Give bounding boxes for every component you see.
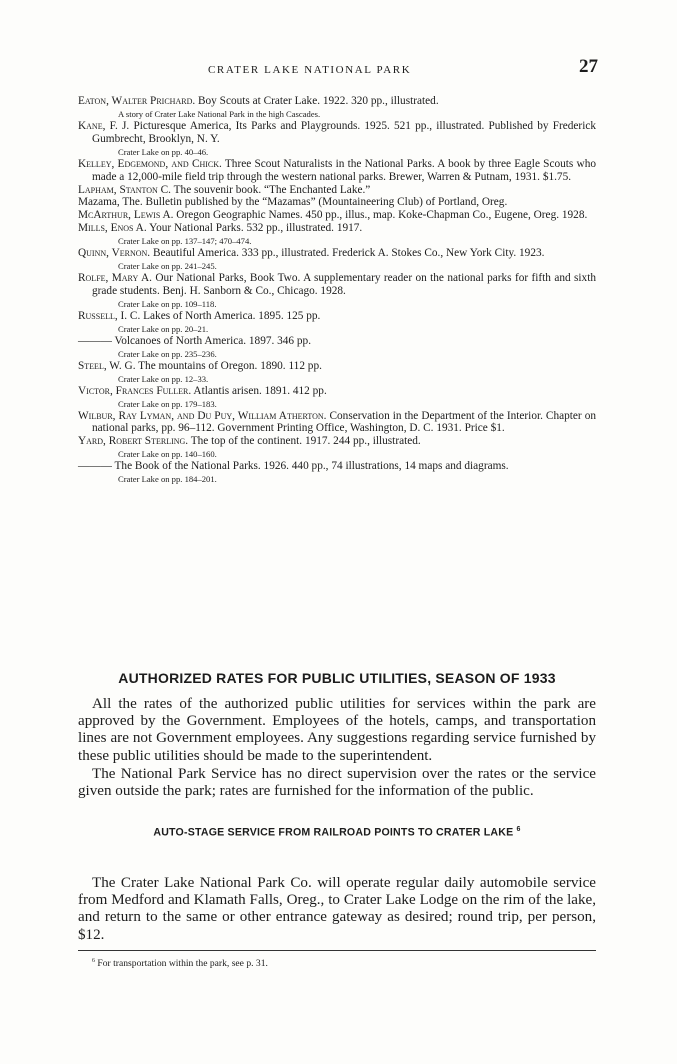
entry-text: Oregon Geographic Names. 450 pp., illus., map. Koke-Chapman Co., Eugene, Oreg. 1928. — [176, 209, 588, 222]
section-heading-auto-stage-text: AUTO-STAGE SERVICE FROM RAILROAD POINTS TO CRATER LAKE — [153, 826, 514, 839]
entry-author: Victor, Frances Fuller. — [78, 384, 192, 397]
entry-note: Crater Lake on pp. 109–118. — [118, 298, 217, 309]
entry-text: Your National Parks. 532 pp., illustrated. 1917. — [149, 222, 363, 235]
bibliography-entry — [78, 222, 596, 247]
entry-note: Crater Lake on pp. 179–183. — [118, 398, 217, 409]
entry-note: Crater Lake on pp. 20–21. — [118, 323, 209, 334]
entry-text: Lakes of North America. 1895. 125 pp. — [143, 309, 321, 322]
entry-text: Mazama, The. Bulletin published by the “Mazamas” (Mountaineering Club) of Portland, Oreg. — [78, 196, 508, 209]
entry-author: Steel, W. G. — [78, 359, 136, 372]
entry-author: Kelley, Edgemond, and Chick. — [78, 157, 222, 170]
paragraph-rates-intro: All the rates of the authorized public utilities for services within the park are approved by the Government. Employees of the hotels, camps, and transportation lines are not Government employees. Any suggestions regarding service furnished by these public utilities should be made to the superintendent. — [78, 696, 596, 764]
footnote-marker: 6 — [92, 958, 95, 964]
entry-note: Crater Lake on pp. 137–147; 470–474. — [118, 236, 252, 247]
entry-text: Picturesque America, Its Parks and Playgrounds. 1925. 521 pp., illustrated. Published by Frederick Gumbrecht, Brooklyn, N. Y. — [92, 119, 596, 145]
entry-text: Our National Parks, Book Two. A supplementary reader on the national parks for fifth and sixth grade students. Benj. H. Sanborn & Co., Chicago. 1928. — [92, 272, 596, 297]
bibliography-entry — [78, 209, 596, 222]
entry-note: Crater Lake on pp. 184–201. — [118, 474, 217, 485]
entry-text: The souvenir book. “The Enchanted Lake.” — [173, 183, 371, 196]
entry-note: Crater Lake on pp. 40–46. — [118, 146, 209, 157]
bibliography-entry — [78, 272, 596, 310]
entry-author: Rolfe, Mary A. — [78, 272, 152, 285]
section-heading-auto-stage — [78, 826, 596, 839]
entry-author: Lapham, Stanton C. — [78, 183, 172, 196]
paragraph-rates-supervision: The National Park Service has no direct supervision over the rates or the service given outside the park; rates are furnished for the information of the public. — [78, 766, 596, 800]
page-header — [78, 56, 598, 82]
bibliography-entry — [78, 196, 596, 209]
entry-text: The mountains of Oregon. 1890. 112 pp. — [138, 359, 322, 372]
entry-text: Volcanoes of North America. 1897. 346 pp. — [114, 334, 312, 347]
bibliography-entry — [78, 435, 596, 460]
entry-note: Crater Lake on pp. 12–33. — [118, 373, 209, 384]
bibliography-entry — [78, 410, 596, 436]
bibliography-entry — [78, 335, 596, 360]
bibliography-entry — [78, 95, 596, 120]
entry-text: Atlantis arisen. 1891. 412 pp. — [193, 384, 327, 397]
running-title: CRATER LAKE NATIONAL PARK — [208, 64, 412, 76]
entry-note: Crater Lake on pp. 241–245. — [118, 261, 217, 272]
paragraph-auto-stage: The Crater Lake National Park Co. will operate regular daily automobile service from Medford and Klamath Falls, Oreg., to Crater Lake Lodge on the rim of the lake, and return to the same or other entrance gateway as desired; round trip, per person, $12. — [78, 875, 596, 943]
entry-text: Beautiful America. 333 pp., illustrated. Frederick A. Stokes Co., New York City. 1923. — [152, 247, 545, 260]
footnote-rule — [78, 950, 596, 951]
entry-text: The Book of the National Parks. 1926. 440 pp., 74 illustrations, 14 maps and diagrams. — [114, 460, 509, 473]
entry-author: Quinn, Vernon. — [78, 247, 151, 260]
entry-text: Boy Scouts at Crater Lake. 1922. 320 pp., illustrated. — [198, 95, 439, 107]
entry-author: Wilbur, Ray Lyman, and Du Puy, William Atherton. — [78, 409, 327, 422]
entry-author: Kane, F. J. — [78, 119, 130, 132]
entry-author: ——— — [78, 460, 112, 473]
entry-note: Crater Lake on pp. 235–236. — [118, 348, 217, 359]
bibliography-entry — [78, 360, 596, 385]
bibliography-entry — [78, 184, 596, 197]
footnote-reference: 6 — [516, 826, 521, 833]
footnote — [92, 958, 268, 969]
footnote-text: For transportation within the park, see p. 31. — [97, 958, 268, 970]
entry-text: The top of the continent. 1917. 244 pp., illustrated. — [190, 435, 421, 448]
entry-author: McArthur, Lewis A. — [78, 209, 174, 222]
entry-author: Russell, I. C. — [78, 309, 141, 322]
bibliography-list — [78, 95, 596, 485]
bibliography-entry — [78, 120, 596, 158]
bibliography-entry — [78, 310, 596, 335]
page-number: 27 — [579, 56, 598, 77]
entry-author: Mills, Enos A. — [78, 222, 147, 235]
bibliography-entry — [78, 158, 596, 184]
entry-author: Eaton, Walter Prichard. — [78, 95, 196, 107]
bibliography-entry — [78, 460, 596, 485]
entry-note: A story of Crater Lake National Park in the high Cascades. — [118, 108, 321, 119]
entry-author: Yard, Robert Sterling. — [78, 435, 189, 448]
entry-text: Three Scout Naturalists in the National Parks. A book by three Eagle Scouts who made a 12,000-mile field trip through the western national parks. Brewer, Warren & Putnam, 1931. $1.75. — [92, 157, 596, 183]
bibliography-entry — [78, 247, 596, 272]
entry-author: ——— — [78, 334, 112, 347]
bibliography-entry — [78, 385, 596, 410]
section-heading-rates: AUTHORIZED RATES FOR PUBLIC UTILITIES, SEASON OF 1933 — [118, 670, 556, 686]
entry-note: Crater Lake on pp. 140–160. — [118, 449, 217, 460]
entry-text: Conservation in the Department of the Interior. Chapter on national parks, pp. 96–112. Government Printing Office, Washington, D. C. 1931. Price $1. — [92, 409, 596, 435]
